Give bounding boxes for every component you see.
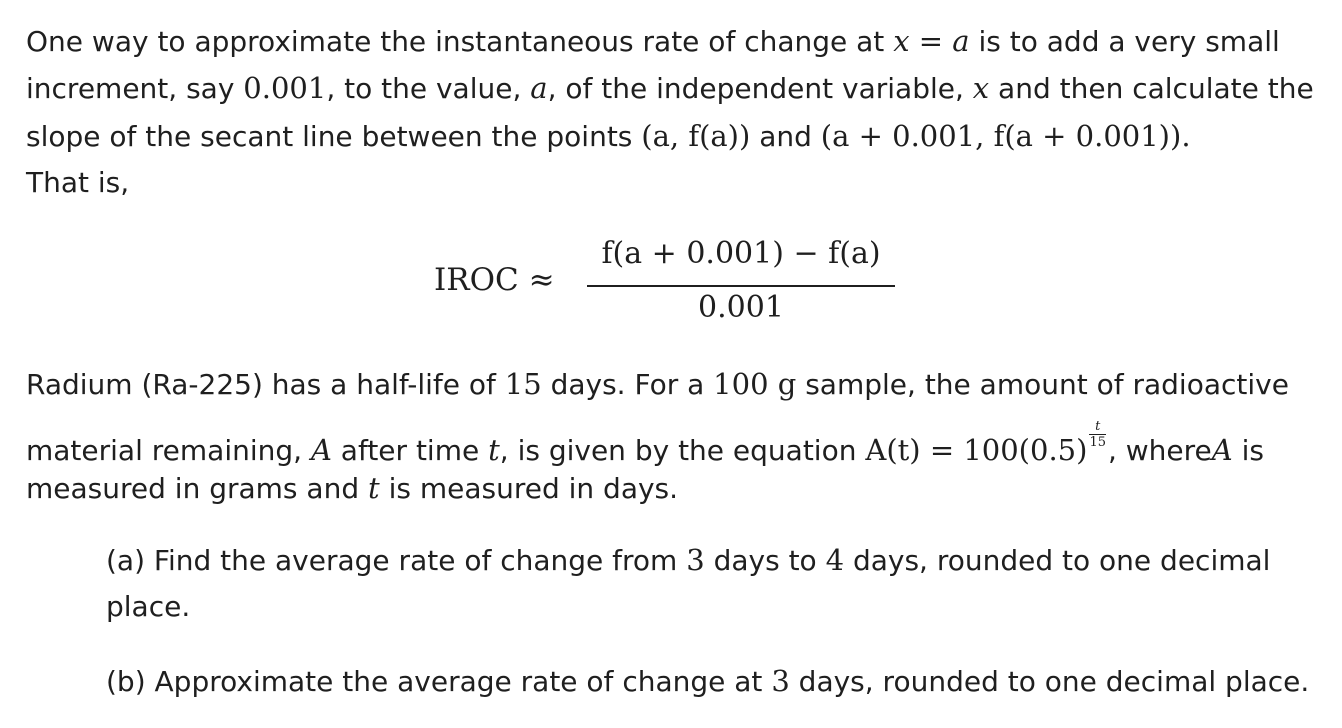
math-var-x: x [972, 71, 990, 105]
math-var-a: a [952, 24, 970, 58]
problem-text: , is given by the equation [499, 434, 866, 467]
intro-line-4: That is, [26, 166, 130, 199]
math-point-2: (a + 0.001, f(a + 0.001)). [820, 119, 1191, 153]
math-number: 4 [825, 543, 845, 577]
intro-text: increment, say [26, 72, 244, 105]
problem-text: measured in grams and [26, 472, 369, 505]
part-text: days to [704, 544, 826, 577]
part-text: (b) Approximate the average rate of change at [106, 665, 772, 698]
math-half-life: 15 [504, 367, 542, 401]
iroc-formula [434, 232, 904, 332]
problem-text: days. For a [541, 368, 714, 401]
math-var-t: t [368, 471, 380, 505]
math-number: 3 [686, 543, 705, 577]
part-a-line-1 [106, 540, 1270, 581]
part-text: (a) Find the average rate of change from [106, 544, 687, 577]
formula-numerator: f(a + 0.001) − f(a) [601, 236, 881, 271]
problem-line-2 [26, 419, 1265, 467]
intro-text: and then calculate the [989, 72, 1314, 105]
math-var-A: A [310, 433, 332, 467]
math-increment: 0.001 [243, 71, 327, 105]
exponent-denominator: 15 [1089, 435, 1106, 450]
intro-text: , to the value, [326, 72, 531, 105]
intro-text: is to add a very small [969, 25, 1280, 58]
intro-text: One way to approximate the instantaneous rate of change at [26, 25, 894, 58]
problem-text: is [1232, 434, 1265, 467]
math-sample-mass: 100 g [713, 367, 797, 401]
part-a-line-2: place. [106, 590, 191, 623]
math-var-t: t [488, 433, 500, 467]
intro-line-2 [26, 68, 1314, 108]
problem-text: sample, the amount of radioactive [796, 368, 1289, 401]
intro-text: slope of the secant line between the points [26, 120, 642, 153]
math-var-a: a [530, 71, 548, 105]
intro-text: and [750, 120, 821, 153]
intro-line-1 [26, 21, 1280, 61]
fraction-bar [587, 285, 895, 287]
problem-text: , where [1107, 434, 1212, 467]
problem-text: is measured in days. [379, 472, 679, 505]
math-var-x: x [893, 24, 910, 58]
part-text: days, rounded to one decimal place. [789, 665, 1310, 698]
math-exponent [1089, 420, 1106, 449]
formula-lhs: IROC ≈ [434, 262, 555, 298]
problem-text: after time [331, 434, 489, 467]
intro-line-3 [26, 116, 1191, 156]
problem-text: Radium (Ra-225) has a half-life of [26, 368, 505, 401]
math-equals: = [909, 24, 953, 58]
problem-line-3 [26, 468, 678, 508]
part-text: days, rounded to one decimal [844, 544, 1271, 577]
math-var-A: A [1211, 433, 1233, 467]
part-b-line [106, 661, 1309, 702]
formula-denominator: 0.001 [698, 290, 784, 325]
problem-line-1 [26, 364, 1289, 404]
problem-text: material remaining, [26, 434, 311, 467]
exponent-numerator: t [1089, 420, 1106, 435]
math-point-1: (a, f(a)) [641, 119, 751, 153]
intro-text: , of the independent variable, [547, 72, 973, 105]
math-equation: A(t) = 100(0.5) [865, 433, 1088, 467]
math-number: 3 [771, 664, 790, 698]
